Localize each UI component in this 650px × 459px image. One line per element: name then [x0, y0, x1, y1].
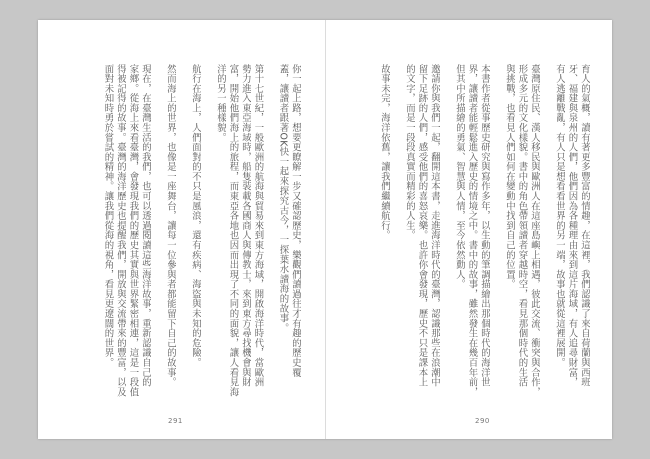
book-spread	[38, 20, 612, 439]
left-page	[38, 20, 325, 439]
text-column: 牙、福建與泉州的人們，他們因為各種理由來到這片海域，有人追尋財富，	[566, 64, 578, 388]
text-column: 本書作者從事歷史研究與寫作多年，以生動的筆調描繪出那個時代的海洋世	[479, 64, 490, 388]
text-column: 第十七世紀，一般歐洲的航海與貿易來到東方海域，開啟海洋時代，當歐洲	[252, 64, 264, 388]
text-column: 故事未完，海洋依舊，讓我們繼續航行。	[379, 64, 390, 241]
text-column: 蓋，讓讀者跟著OK快一起來探究古今，一探葉水讀海的故事。	[277, 64, 289, 333]
text-column: 航行在海上，人們面對的不只是風浪，還有疾病、海盜與未知的危險。	[190, 64, 201, 368]
text-column: 臺灣原住民、漢人移民與歐洲人在這座島嶼上相遇，彼此交流、衝突與合作，	[529, 64, 540, 397]
page-number: 290	[475, 417, 490, 425]
right-page-text	[364, 64, 590, 404]
text-column	[201, 64, 214, 404]
text-column: 富，開始他們海上的旅程，而東亞各地也因而出現了不同的面貌，讓人看見海	[227, 64, 239, 397]
page-number: 291	[168, 417, 183, 425]
text-column: 得被記得的故事。臺灣的海洋歷史也提醒我們，開放與交流帶來的豐富，以及	[115, 64, 126, 397]
text-column: 家鄉。從海上來看臺灣，會發現我們的歷史其實與世界緊密相連，這是一段值	[127, 64, 139, 397]
text-column: 但其中所描繪的勇氣、智慧與人情，至今依然動人。	[454, 64, 465, 290]
text-column: 勢力進入東亞海域時，船隻裝載各國商人與傳教士，來到東方尋找機會與財	[240, 64, 251, 388]
text-column: 界，讓讀者能輕鬆進入歷史的情境之中。書中的故事，雖然發生在幾百年前，	[466, 64, 478, 397]
text-column	[176, 64, 189, 404]
text-column	[151, 64, 164, 404]
text-column	[540, 64, 553, 404]
text-column: 有人逃離戰亂，有人只是想看看世界的另一端，故事也就從這裡展開。	[554, 64, 565, 368]
text-column	[490, 64, 503, 404]
text-column: 面對未知時勇於嘗試的精神。讓我們從海的視角，看見更遼闊的世界。	[102, 64, 114, 368]
text-column	[264, 64, 277, 404]
text-column: 與挑戰，也看見人們如何在變動中找到自己的位置。	[504, 64, 515, 290]
text-column	[440, 64, 453, 404]
text-column: 邀請你與我們一起，翻開這本書，走進海洋時代的臺灣，認識那些在浪潮中	[429, 64, 440, 388]
text-column: 現在，在臺灣生活的我們，也可以透過閱讀這些海洋故事，重新認識自己的	[140, 64, 151, 388]
text-column: 的文字，而是一段段真實而精彩的人生。	[404, 64, 415, 241]
text-column: 然而海上的世界，也像是一座舞台，讓每一位參與者都能留下自己的故事。	[165, 64, 176, 388]
left-page-text	[76, 64, 301, 404]
text-column: 留下足跡的人們，感受他們的喜怒哀樂。也許你會發現，歷史不只是課本上	[416, 64, 428, 388]
text-column: 洋的另一種樣貌。	[215, 64, 226, 143]
text-column: 你一起上路，想要更瞭解一步又確認歷史，樂觀們讀過往才有趣的歷史覆	[290, 64, 301, 378]
text-column: 育人的氣概，讀有著更多豐富的情趣，在這裡，我們認識了來自荷蘭與西班	[579, 64, 590, 388]
right-page	[325, 20, 612, 439]
text-column: 形成多元的文化樣貌。書中的角色帶領讀者穿越時空，看見那個時代的生活	[516, 64, 528, 388]
text-column	[390, 64, 403, 404]
